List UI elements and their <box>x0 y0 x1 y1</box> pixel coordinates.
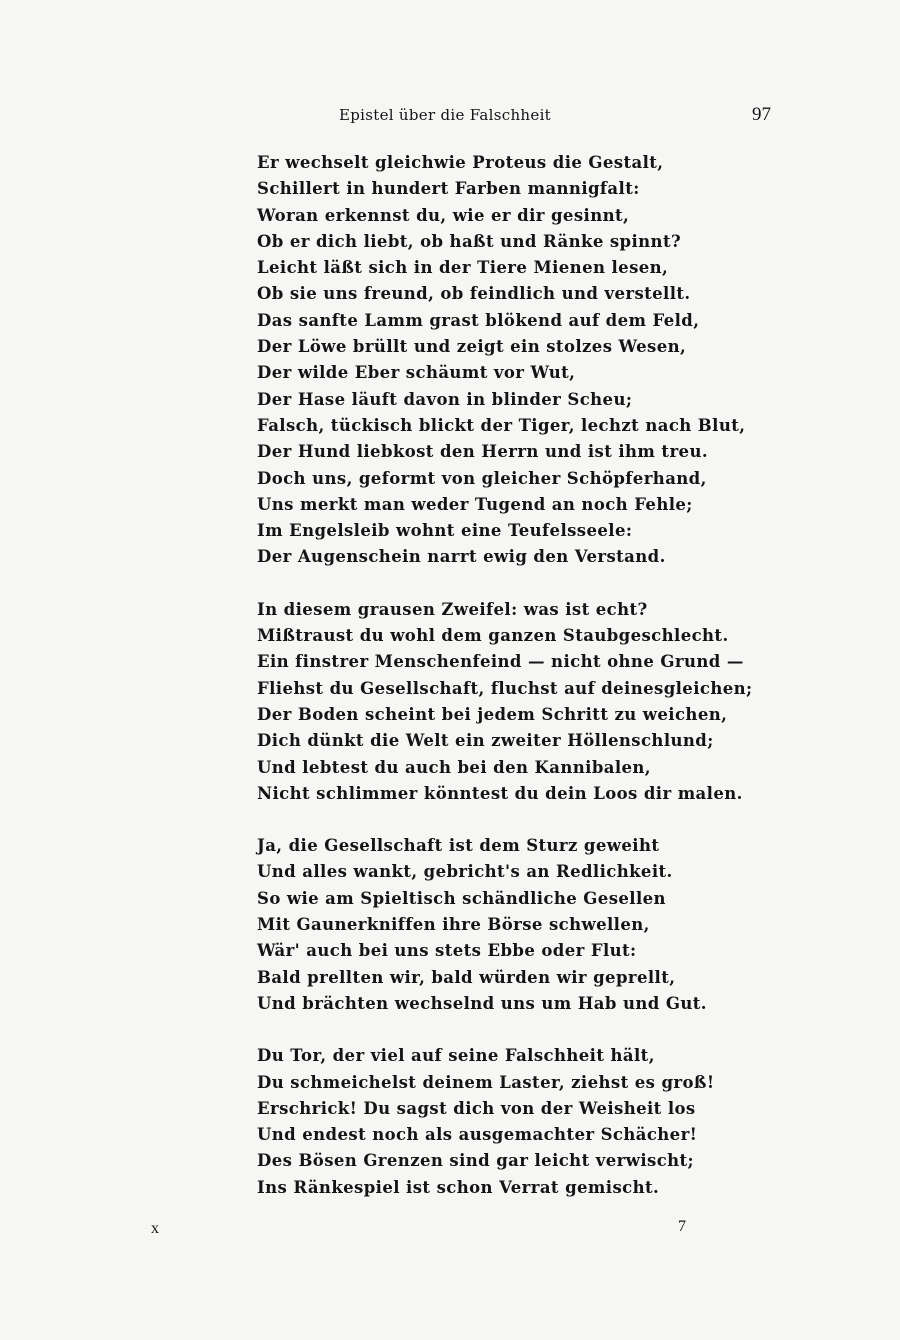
poem-line: Wär' auch bei uns stets Ebbe oder Flut: <box>257 941 637 961</box>
stanza-4 <box>257 1043 717 1201</box>
poem-line: Dich dünkt die Welt ein zweiter Höllenschlund; <box>257 731 714 751</box>
signature-mark: x <box>151 1220 159 1237</box>
poem-line: Mißtraust du wohl dem ganzen Staubgeschlecht. <box>257 626 729 646</box>
running-title: Epistel über die Falschheit <box>339 106 551 124</box>
poem-line: In diesem grausen Zweifel: was ist echt? <box>257 599 648 619</box>
poem-line: Der Löwe brüllt und zeigt ein stolzes Wesen, <box>257 337 687 357</box>
poem-line: Des Bösen Grenzen sind gar leicht verwischt; <box>257 1151 695 1171</box>
poem-line: Du schmeichelst deinem Laster, ziehst es groß! <box>257 1072 715 1092</box>
page-number: 97 <box>752 104 771 125</box>
stanza-1 <box>257 150 746 571</box>
sheet-number: 7 <box>678 1218 686 1235</box>
poem-line: Und endest noch als ausgemachter Schächer! <box>257 1125 698 1145</box>
poem-line: Der Hund liebkost den Herrn und ist ihm treu. <box>257 442 708 462</box>
poem-line: Der wilde Eber schäumt vor Wut, <box>257 363 576 383</box>
running-head <box>0 106 900 130</box>
poem-line: Uns merkt man weder Tugend an noch Fehle; <box>257 494 693 514</box>
poem-line: Erschrick! Du sagst dich von der Weisheit los <box>257 1098 696 1118</box>
poem-line: Mit Gaunerkniffen ihre Börse schwellen, <box>257 915 650 935</box>
poem-line: Bald prellten wir, bald würden wir geprellt, <box>257 967 676 987</box>
stanza-2 <box>257 597 753 807</box>
poem-line: Der Augenschein narrt ewig den Verstand. <box>257 547 666 567</box>
poem-line: Der Hase läuft davon in blinder Scheu; <box>257 389 633 409</box>
poem-line: Nicht schlimmer könntest du dein Loos dir malen. <box>257 783 743 803</box>
poem-line: Er wechselt gleichwie Proteus die Gestalt, <box>257 153 664 172</box>
poem-line: So wie am Spieltisch schändliche Gesellen <box>257 888 666 908</box>
poem-line: Schillert in hundert Farben mannigfalt: <box>257 179 640 199</box>
poem-line: Und lebtest du auch bei den Kannibalen, <box>257 757 651 777</box>
poem-line: Im Engelsleib wohnt eine Teufelsseele: <box>257 521 633 541</box>
poem-line: Ob er dich liebt, ob haßt und Ränke spinnt? <box>257 231 682 251</box>
poem-line: Ins Ränkespiel ist schon Verrat gemischt. <box>257 1177 660 1197</box>
poem-line: Fliehst du Gesellschaft, fluchst auf deinesgleichen; <box>257 678 753 698</box>
poem-body <box>257 150 753 1227</box>
poem-line: Und alles wankt, gebricht's an Redlichkeit. <box>257 862 673 882</box>
poem-line: Ja, die Gesellschaft ist dem Sturz geweiht <box>257 836 660 856</box>
poem-line: Und brächten wechselnd uns um Hab und Gut. <box>257 993 707 1013</box>
stanza-3 <box>257 833 717 1017</box>
poem-line: Leicht läßt sich in der Tiere Mienen lesen, <box>257 258 669 278</box>
poem-line: Der Boden scheint bei jedem Schritt zu weichen, <box>257 704 728 724</box>
poem-line: Das sanfte Lamm grast blökend auf dem Feld, <box>257 310 700 330</box>
poem-line: Falsch, tückisch blickt der Tiger, lechzt nach Blut, <box>257 415 746 435</box>
poem-line: Doch uns, geformt von gleicher Schöpferhand, <box>257 468 707 488</box>
poem-line: Du Tor, der viel auf seine Falschheit hält, <box>257 1046 655 1066</box>
poem-line: Ein finstrer Menschenfeind — nicht ohne Grund — <box>257 652 744 672</box>
poem-line: Woran erkennst du, wie er dir gesinnt, <box>257 205 630 225</box>
poem-line: Ob sie uns freund, ob feindlich und verstellt. <box>257 284 691 304</box>
